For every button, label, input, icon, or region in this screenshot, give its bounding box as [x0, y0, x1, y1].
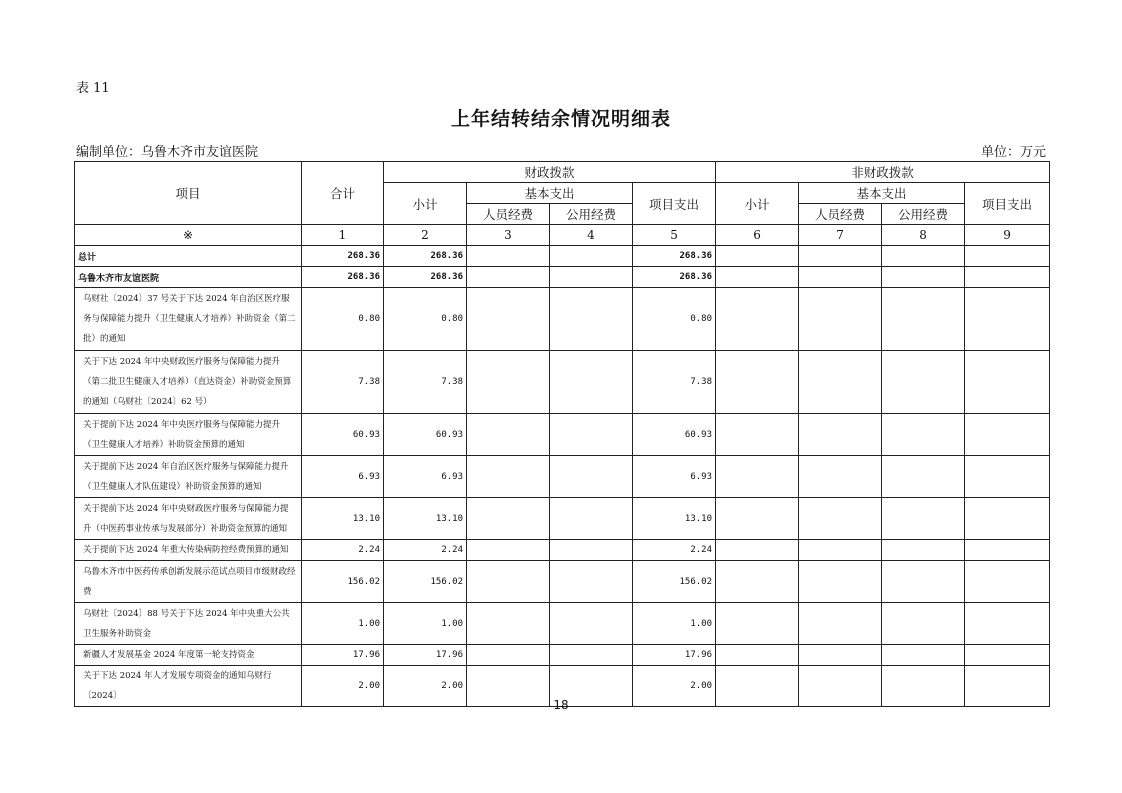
header-fiscal-project: 项目支出	[633, 183, 716, 225]
value-cell	[467, 456, 550, 498]
value-cell	[467, 645, 550, 666]
value-cell	[799, 645, 882, 666]
value-cell	[882, 351, 965, 414]
table-row	[75, 498, 1050, 540]
value-cell	[965, 456, 1050, 498]
row-label: 乌财社〔2024〕88 号关于下达 2024 年中央重大公共卫生服务补助资金	[75, 603, 302, 645]
value-cell	[550, 267, 633, 288]
value-cell: 7.38	[302, 351, 384, 414]
row-label: 新疆人才发展基金 2024 年度第一轮支持资金	[75, 645, 302, 666]
index-cell: 8	[882, 225, 965, 246]
row-label: 关于提前下达 2024 年中央财政医疗服务与保障能力提升（中医药事业传承与发展部分）补助资金预算的通知	[75, 498, 302, 540]
header-nonfiscal-public: 公用经费	[882, 204, 965, 225]
value-cell: 268.36	[384, 267, 467, 288]
value-cell	[965, 414, 1050, 456]
table-number: 表 11	[76, 81, 110, 96]
value-cell	[882, 603, 965, 645]
value-cell: 268.36	[302, 267, 384, 288]
value-cell	[799, 603, 882, 645]
value-cell: 6.93	[384, 456, 467, 498]
value-cell	[550, 645, 633, 666]
value-cell	[550, 603, 633, 645]
value-cell: 2.24	[302, 540, 384, 561]
value-cell: 0.80	[384, 288, 467, 351]
value-cell	[550, 561, 633, 603]
value-cell: 13.10	[302, 498, 384, 540]
header-fiscal-subtotal: 小计	[384, 183, 467, 225]
row-label: 关于提前下达 2024 年自治区医疗服务与保障能力提升（卫生健康人才队伍建设）补助资金预算的通知	[75, 456, 302, 498]
value-cell	[467, 540, 550, 561]
value-cell: 13.10	[633, 498, 716, 540]
value-cell: 7.38	[633, 351, 716, 414]
row-label: 总计	[75, 246, 302, 267]
value-cell: 0.80	[302, 288, 384, 351]
value-cell	[799, 561, 882, 603]
value-cell: 6.93	[302, 456, 384, 498]
value-cell: 60.93	[384, 414, 467, 456]
table-row	[75, 540, 1050, 561]
value-cell	[965, 498, 1050, 540]
row-label: 乌鲁木齐市友谊医院	[75, 267, 302, 288]
value-cell	[882, 288, 965, 351]
value-cell	[882, 267, 965, 288]
value-cell	[716, 267, 799, 288]
value-cell: 268.36	[384, 246, 467, 267]
index-cell: 6	[716, 225, 799, 246]
value-cell	[965, 645, 1050, 666]
index-cell: 7	[799, 225, 882, 246]
header-fiscal-basic: 基本支出	[467, 183, 633, 204]
header-fiscal-personnel: 人员经费	[467, 204, 550, 225]
header-fiscal: 财政拨款	[384, 162, 716, 183]
value-cell	[965, 288, 1050, 351]
value-cell	[799, 246, 882, 267]
value-cell	[965, 603, 1050, 645]
value-cell	[716, 456, 799, 498]
table-row	[75, 561, 1050, 603]
row-label: 关于提前下达 2024 年中央医疗服务与保障能力提升（卫生健康人才培养）补助资金预算的通知	[75, 414, 302, 456]
table-row	[75, 645, 1050, 666]
value-cell	[716, 603, 799, 645]
value-cell: 2.00	[633, 666, 716, 707]
value-cell	[882, 561, 965, 603]
value-cell	[467, 498, 550, 540]
header-fiscal-public: 公用经费	[550, 204, 633, 225]
value-cell	[550, 246, 633, 267]
table-row	[75, 456, 1050, 498]
value-cell	[550, 498, 633, 540]
value-cell: 268.36	[633, 267, 716, 288]
value-cell	[550, 351, 633, 414]
value-cell	[882, 540, 965, 561]
value-cell	[716, 246, 799, 267]
value-cell	[550, 414, 633, 456]
index-cell: 9	[965, 225, 1050, 246]
header-nonfiscal-basic: 基本支出	[799, 183, 965, 204]
value-cell: 268.36	[633, 246, 716, 267]
page-number: 18	[553, 698, 569, 712]
value-cell: 60.93	[302, 414, 384, 456]
header-nonfiscal-personnel: 人员经费	[799, 204, 882, 225]
header-nonfiscal: 非财政拨款	[716, 162, 1050, 183]
header-nonfiscal-project: 项目支出	[965, 183, 1050, 225]
table-row	[75, 288, 1050, 351]
value-cell: 2.00	[302, 666, 384, 707]
value-cell: 17.96	[384, 645, 467, 666]
value-cell	[467, 561, 550, 603]
value-cell: 13.10	[384, 498, 467, 540]
value-cell: 60.93	[633, 414, 716, 456]
value-cell	[799, 288, 882, 351]
value-cell: 2.24	[384, 540, 467, 561]
value-cell	[799, 498, 882, 540]
value-cell: 156.02	[633, 561, 716, 603]
value-cell	[467, 246, 550, 267]
value-cell	[965, 267, 1050, 288]
value-cell	[799, 414, 882, 456]
value-cell: 1.00	[302, 603, 384, 645]
value-cell	[716, 561, 799, 603]
table-row	[75, 267, 1050, 288]
value-cell: 156.02	[302, 561, 384, 603]
row-label: 关于下达 2024 年人才发展专项资金的通知乌财行〔2024〕	[75, 666, 302, 707]
value-cell: 17.96	[302, 645, 384, 666]
currency-unit: 单位：万元	[980, 145, 1046, 160]
value-cell	[716, 645, 799, 666]
row-label: 关于下达 2024 年中央财政医疗服务与保障能力提升（第二批卫生健康人才培养）（直达资金）补助资金预算的通知（乌财社〔2024〕62 号）	[75, 351, 302, 414]
index-cell: 2	[384, 225, 467, 246]
row-label: 乌鲁木齐市中医药传承创新发展示范试点项目市级财政经费	[75, 561, 302, 603]
value-cell: 156.02	[384, 561, 467, 603]
header-total: 合计	[302, 162, 384, 225]
value-cell: 2.24	[633, 540, 716, 561]
value-cell	[965, 561, 1050, 603]
value-cell	[882, 456, 965, 498]
table-row	[75, 246, 1050, 267]
value-cell: 0.80	[633, 288, 716, 351]
index-cell: 3	[467, 225, 550, 246]
value-cell	[965, 351, 1050, 414]
value-cell	[716, 540, 799, 561]
value-cell: 6.93	[633, 456, 716, 498]
index-cell: 1	[302, 225, 384, 246]
value-cell: 17.96	[633, 645, 716, 666]
value-cell	[716, 498, 799, 540]
value-cell	[799, 540, 882, 561]
value-cell	[467, 288, 550, 351]
row-label: 乌财社〔2024〕37 号关于下达 2024 年自治区医疗服务与保障能力提升（卫生健康人才培养）补助资金（第二批）的通知	[75, 288, 302, 351]
value-cell	[965, 540, 1050, 561]
index-cell: 5	[633, 225, 716, 246]
carryover-table	[74, 161, 1050, 707]
compiling-unit: 编制单位：乌鲁木齐市友谊医院	[76, 145, 259, 160]
value-cell: 2.00	[384, 666, 467, 707]
value-cell	[716, 351, 799, 414]
page-title: 上年结转结余情况明细表	[450, 108, 671, 130]
value-cell	[882, 498, 965, 540]
table-row	[75, 603, 1050, 645]
value-cell	[882, 645, 965, 666]
value-cell: 1.00	[384, 603, 467, 645]
value-cell: 268.36	[302, 246, 384, 267]
value-cell	[467, 414, 550, 456]
value-cell	[716, 414, 799, 456]
table-row	[75, 414, 1050, 456]
value-cell	[550, 288, 633, 351]
value-cell	[467, 603, 550, 645]
value-cell	[965, 246, 1050, 267]
value-cell	[882, 246, 965, 267]
value-cell	[799, 456, 882, 498]
value-cell	[799, 351, 882, 414]
value-cell: 1.00	[633, 603, 716, 645]
value-cell	[716, 288, 799, 351]
value-cell	[799, 267, 882, 288]
table-row	[75, 351, 1050, 414]
value-cell	[467, 267, 550, 288]
value-cell	[467, 351, 550, 414]
header-item: 项目	[75, 162, 302, 225]
value-cell	[550, 540, 633, 561]
index-cell: 4	[550, 225, 633, 246]
header-nonfiscal-subtotal: 小计	[716, 183, 799, 225]
value-cell	[550, 456, 633, 498]
index-cell: ※	[75, 225, 302, 246]
value-cell	[882, 414, 965, 456]
value-cell: 7.38	[384, 351, 467, 414]
row-label: 关于提前下达 2024 年重大传染病防控经费预算的通知	[75, 540, 302, 561]
